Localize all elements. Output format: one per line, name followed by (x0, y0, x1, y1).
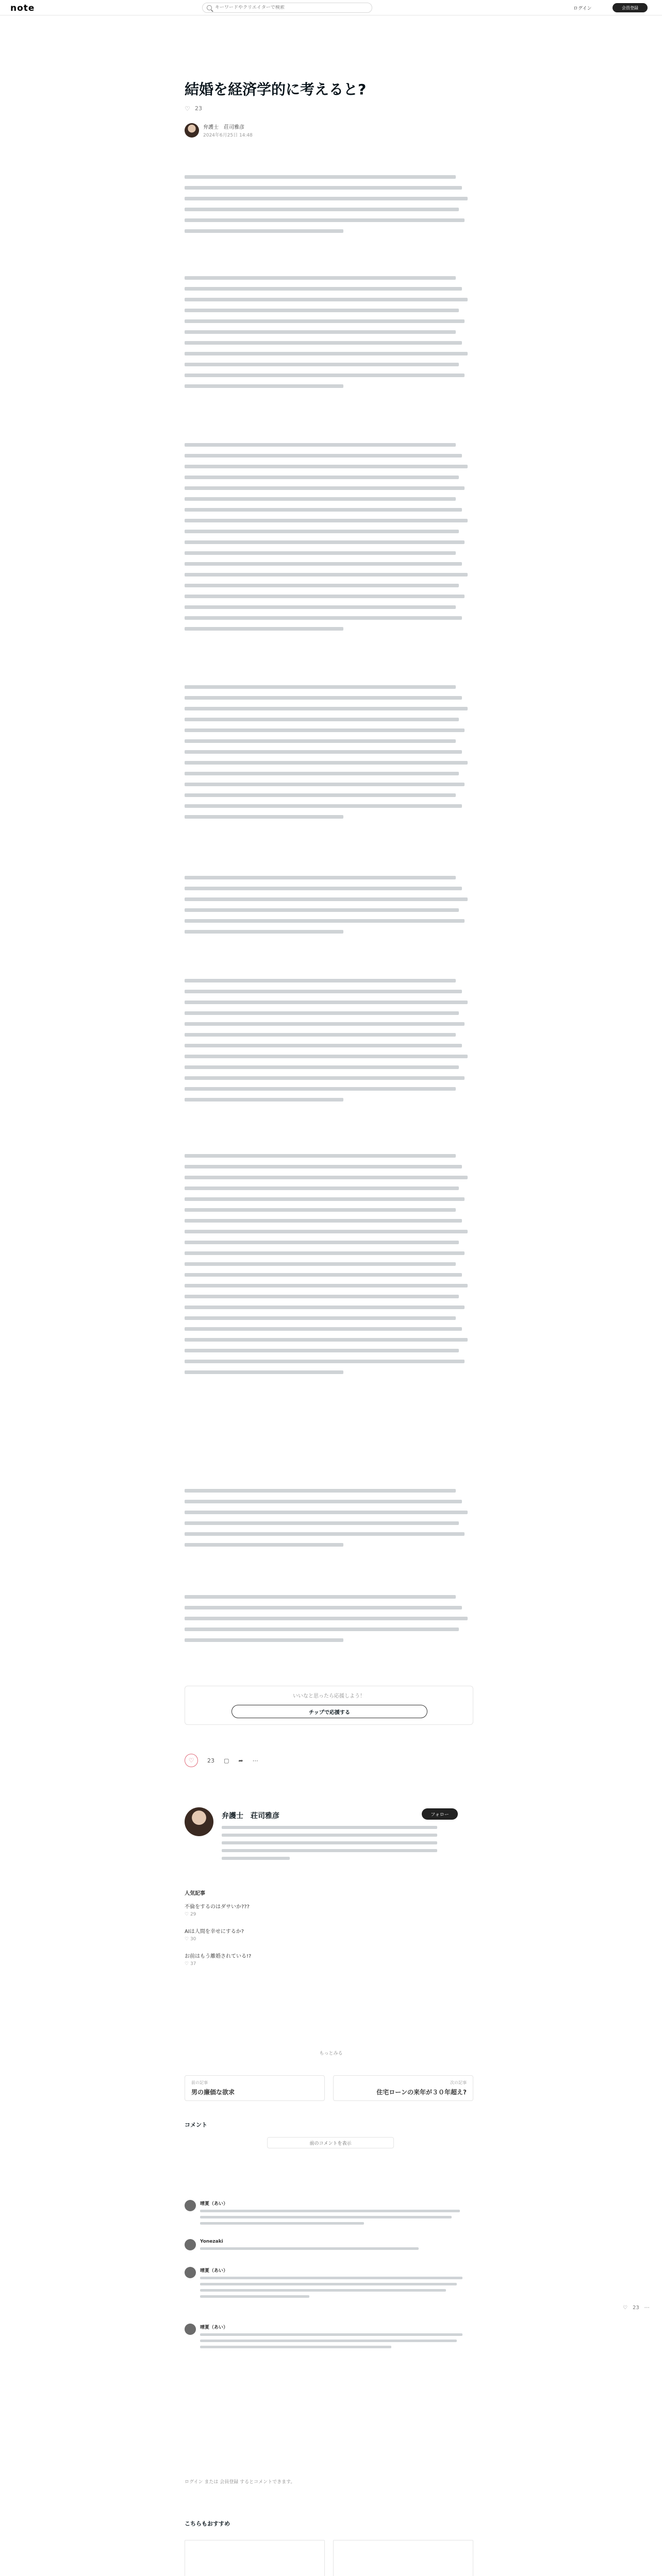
text-line (185, 1532, 465, 1536)
prev-title: 男の廉価な欲求 (191, 2089, 235, 2096)
text-line (185, 1306, 465, 1309)
text-line (185, 1187, 459, 1190)
text-line (185, 919, 465, 923)
article-paragraph (185, 175, 473, 240)
article-paragraph (185, 979, 473, 1109)
popular-item-title: お前はもう離婚されている!? (185, 1954, 252, 1959)
text-line (185, 707, 468, 710)
text-line (222, 1849, 437, 1852)
support-prompt: いいなと思ったら応援しよう！ (293, 1693, 365, 1699)
text-line (185, 352, 468, 355)
popular-item-likes: ♡ 37 (185, 1961, 196, 1967)
text-line (185, 476, 459, 479)
text-line (185, 551, 456, 555)
text-line (185, 1628, 459, 1631)
author-profile-card (185, 1803, 473, 1865)
text-line (185, 1011, 459, 1015)
article-paragraph (185, 1489, 473, 1554)
text-line (185, 519, 468, 522)
text-line (185, 908, 459, 912)
article-paragraph (185, 1595, 473, 1649)
text-line (185, 186, 462, 190)
text-line (185, 454, 462, 457)
commenter-name[interactable]: 晴夏（あい） (200, 2268, 228, 2274)
text-line (185, 384, 343, 388)
next-article-card[interactable] (333, 2075, 473, 2101)
article-title: 結婚を経済学的に考えると? (185, 81, 367, 98)
login-link[interactable]: ログイン (573, 6, 592, 11)
text-line (185, 750, 462, 754)
card-thumbnail (333, 2540, 473, 2576)
text-line (185, 1273, 462, 1277)
text-line (185, 761, 468, 765)
commenter-name[interactable]: 晴夏（あい） (200, 2201, 228, 2207)
text-line (185, 1251, 465, 1255)
text-line (185, 595, 465, 598)
text-line (185, 573, 468, 577)
text-line (185, 815, 343, 819)
article-paragraph (185, 443, 473, 638)
text-line (185, 605, 456, 609)
text-line (185, 1606, 462, 1609)
text-line (185, 374, 465, 377)
text-line (185, 341, 462, 345)
text-line (185, 330, 456, 334)
article-actions (185, 1754, 473, 1767)
text-line (185, 897, 468, 901)
heart-icon[interactable]: ♡ (185, 105, 190, 112)
text-line (185, 1076, 465, 1080)
card-thumbnail (185, 2540, 325, 2576)
next-title: 住宅ローンの来年が３０年超え? (376, 2089, 467, 2096)
text-line (185, 197, 468, 200)
comments-heading: コメント (185, 2122, 207, 2128)
commenter-avatar[interactable] (185, 2200, 196, 2211)
popular-item-likes: ♡ 29 (185, 1912, 196, 1917)
text-line (185, 1370, 343, 1374)
text-line (185, 1098, 343, 1101)
post-date: 2024年6月25日 14:48 (203, 133, 253, 138)
text-line (185, 1617, 468, 1620)
text-line (185, 1262, 456, 1266)
text-line (185, 979, 456, 982)
heart-icon: ♡ (623, 2305, 627, 2311)
recommend-heading: こちらもおすすめ (185, 2520, 230, 2527)
text-line (185, 1055, 468, 1058)
text-line (185, 208, 459, 211)
text-line (185, 1176, 468, 1179)
text-line (185, 562, 462, 566)
text-line (185, 718, 459, 721)
text-line (185, 1230, 468, 1233)
text-line (222, 1857, 290, 1860)
text-line (185, 783, 465, 786)
text-line (185, 616, 462, 620)
text-line (185, 1521, 459, 1525)
prev-article-card[interactable] (185, 2075, 325, 2101)
popular-item[interactable] (185, 1952, 473, 1967)
author-name[interactable]: 弁護士 荘司雅彦 (203, 125, 244, 130)
commenter-name[interactable]: Yonezaki (200, 2239, 223, 2244)
login-to-comment-note[interactable]: ログイン または 会員登録 するとコメントできます。 (185, 2480, 295, 2485)
tip-button-label: チップで応援する (309, 1709, 350, 1716)
article-paragraph (185, 1154, 473, 1381)
text-line (185, 1065, 459, 1069)
article-like-count: 23 (195, 105, 202, 112)
text-line (185, 276, 456, 280)
comment-icon[interactable]: ▢ (224, 1757, 229, 1764)
popular-heading: 人気記事 (185, 1891, 205, 1896)
text-line (185, 1349, 459, 1352)
search-box[interactable] (202, 3, 372, 13)
search-input[interactable] (215, 5, 365, 10)
article-paragraph (185, 876, 473, 941)
share-icon[interactable]: ➦ (238, 1757, 243, 1764)
signup-button[interactable]: 会員登録 (613, 3, 648, 12)
article-like-row (185, 105, 473, 112)
text-line (185, 804, 462, 808)
text-line (185, 584, 459, 587)
text-line (185, 497, 456, 501)
popular-item[interactable] (185, 1927, 473, 1942)
show-older-comments-button[interactable]: 前のコメントを表示 (267, 2137, 394, 2148)
text-line (185, 990, 462, 993)
text-line (185, 530, 459, 533)
text-line (185, 1208, 456, 1212)
text-line (185, 287, 462, 291)
text-line (185, 363, 459, 366)
text-line (185, 1022, 465, 1026)
more-link[interactable]: もっとみる (319, 2051, 343, 2056)
search-icon (207, 5, 212, 10)
text-line (185, 1295, 459, 1298)
text-line (185, 1165, 462, 1168)
like-count: 23 (207, 1757, 214, 1764)
text-line (222, 1826, 437, 1829)
text-line (185, 1360, 465, 1363)
text-line (185, 486, 465, 490)
prev-label: 前の記事 (191, 2080, 208, 2085)
text-line (222, 1841, 437, 1844)
text-line (185, 739, 456, 743)
profile-name[interactable]: 弁護士 荘司雅彦 (222, 1812, 279, 1820)
text-line (185, 1511, 468, 1514)
text-line (185, 1219, 462, 1223)
more-icon[interactable]: ⋯ (252, 1757, 258, 1764)
text-line (185, 930, 343, 934)
note-logo[interactable]: note (10, 3, 35, 13)
text-line (222, 1834, 437, 1837)
author-avatar[interactable] (185, 123, 199, 138)
text-line (185, 298, 468, 301)
text-line (185, 319, 465, 323)
text-line (185, 1197, 465, 1201)
popular-item[interactable] (185, 1902, 473, 1917)
text-line (185, 685, 456, 689)
text-line (185, 1033, 456, 1037)
text-line (185, 1154, 456, 1158)
text-line (185, 1638, 343, 1642)
text-line (185, 696, 462, 700)
popular-item-title: AIは人間を幸せにするか? (185, 1929, 244, 1935)
text-line (185, 508, 462, 512)
text-line (185, 1087, 456, 1091)
follow-button[interactable]: フォロー (422, 1808, 458, 1820)
article-navigation (185, 2075, 473, 2101)
share-icon: ⋯ (644, 2305, 650, 2311)
text-line (185, 1284, 468, 1287)
text-line (185, 218, 465, 222)
text-line (185, 1338, 468, 1342)
text-line (185, 229, 343, 233)
text-line (185, 1489, 456, 1493)
text-line (185, 443, 456, 447)
profile-bio (222, 1826, 449, 1865)
text-line (185, 627, 343, 631)
floating-like[interactable] (623, 2305, 650, 2311)
text-line (185, 465, 468, 468)
popular-item-title: 不倫をするのはダサいか??? (185, 1904, 250, 1910)
text-line (185, 1543, 343, 1547)
text-line (185, 1001, 468, 1004)
text-line (185, 1316, 456, 1320)
text-line (185, 309, 459, 312)
text-line (185, 876, 456, 879)
profile-avatar[interactable] (185, 1807, 213, 1836)
recommend-card[interactable] (185, 2540, 325, 2576)
commenter-avatar[interactable] (185, 2267, 196, 2278)
popular-item-likes: ♡ 30 (185, 1937, 196, 1942)
text-line (185, 793, 456, 797)
author-row (185, 123, 473, 138)
top-navigation-bar (0, 0, 662, 15)
text-line (185, 1044, 462, 1047)
support-box (185, 1686, 473, 1725)
article-paragraph (185, 685, 473, 826)
text-line (185, 1327, 462, 1331)
text-line (185, 887, 462, 890)
commenter-name[interactable]: 晴夏（あい） (200, 2325, 228, 2330)
text-line (185, 1500, 462, 1503)
tip-button[interactable] (231, 1705, 427, 1718)
text-line (185, 1595, 456, 1599)
like-button[interactable]: ♡ (185, 1754, 198, 1767)
next-label: 次の記事 (450, 2080, 467, 2085)
text-line (185, 175, 456, 179)
article-paragraph (185, 276, 473, 395)
text-line (185, 540, 465, 544)
commenter-avatar[interactable] (185, 2239, 196, 2250)
text-line (185, 728, 465, 732)
floating-like-count: 23 (632, 2305, 639, 2311)
recommend-card[interactable] (333, 2540, 473, 2576)
text-line (185, 1241, 459, 1244)
commenter-avatar[interactable] (185, 2324, 196, 2335)
text-line (185, 772, 459, 775)
